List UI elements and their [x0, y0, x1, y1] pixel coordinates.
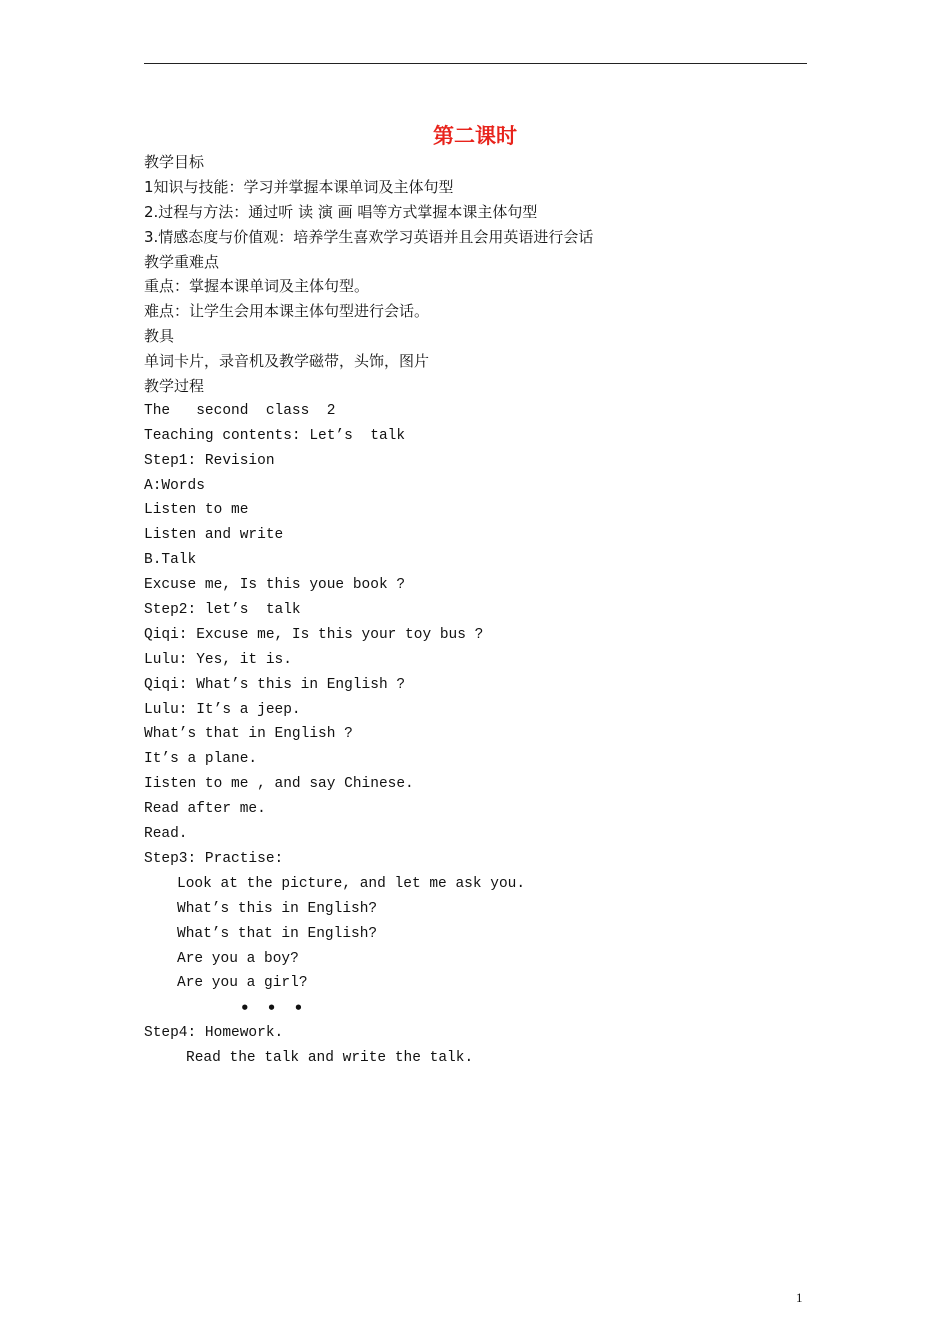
teaching-contents: Teaching contents: Let’s talk: [144, 427, 406, 444]
section-heading-procedure: 教学过程: [144, 377, 205, 396]
page-number: 1: [796, 1290, 803, 1305]
step2-read-after: Read after me.: [144, 801, 266, 818]
ellipsis-dots: • • •: [240, 999, 310, 1018]
section-heading-key-points: 教学重难点: [144, 252, 220, 271]
step2-heading: Step2: let’s talk: [144, 602, 301, 619]
dialogue-line: It’s a plane.: [144, 751, 258, 768]
section-heading-materials: 教具: [144, 327, 175, 346]
objective-1: 1知识与技能：学习并掌握本课单词及主体句型: [144, 177, 454, 196]
step3-heading: Step3: Practise:: [144, 850, 284, 867]
homework-item: Read the talk and write the talk.: [186, 1050, 474, 1067]
step1-talk: B.Talk: [144, 552, 197, 569]
difficult-point: 难点：让学生会用本课主体句型进行会话。: [144, 302, 430, 321]
document-body: [144, 150, 824, 1071]
dialogue-line: Lulu: It’s a jeep.: [144, 701, 301, 718]
page-title: 第二课时: [433, 124, 517, 148]
step2-listen: Iisten to me , and say Chinese.: [144, 776, 414, 793]
step2-read: Read.: [144, 826, 188, 843]
step1-listen: Listen to me: [144, 502, 249, 519]
header-rule: [144, 63, 807, 64]
dialogue-line: Qiqi: Excuse me, Is this your toy bus ?: [144, 626, 484, 643]
practise-item: Look at the picture, and let me ask you.: [177, 875, 526, 892]
practise-item: What’s this in English?: [177, 900, 378, 917]
dialogue-line: What’s that in English ?: [144, 726, 353, 743]
key-point: 重点：掌握本课单词及主体句型。: [144, 277, 370, 296]
section-heading-objectives: 教学目标: [144, 153, 205, 171]
objective-3: 3.情感态度与价值观：培养学生喜欢学习英语并且会用英语进行会话: [144, 227, 594, 246]
practise-item: Are you a girl?: [177, 975, 308, 992]
step4-heading: Step4: Homework.: [144, 1025, 284, 1042]
step1-heading: Step1: Revision: [144, 452, 275, 469]
dialogue-line: Qiqi: What’s this in English ?: [144, 676, 406, 693]
materials-list: 单词卡片，录音机及教学磁带，头饰，图片: [144, 352, 430, 371]
step1-excuse: Excuse me, Is this youe book ?: [144, 577, 406, 594]
dialogue-line: Lulu: Yes, it is.: [144, 651, 292, 668]
practise-item: Are you a boy?: [177, 950, 299, 967]
step1-words: A:Words: [144, 477, 205, 494]
practise-item: What’s that in English?: [177, 925, 378, 942]
objective-2: 2.过程与方法：通过听 读 演 画 唱等方式掌握本课主体句型: [144, 202, 538, 221]
lesson-label: The second class 2: [144, 402, 336, 419]
step1-listen-write: Listen and write: [144, 527, 284, 544]
